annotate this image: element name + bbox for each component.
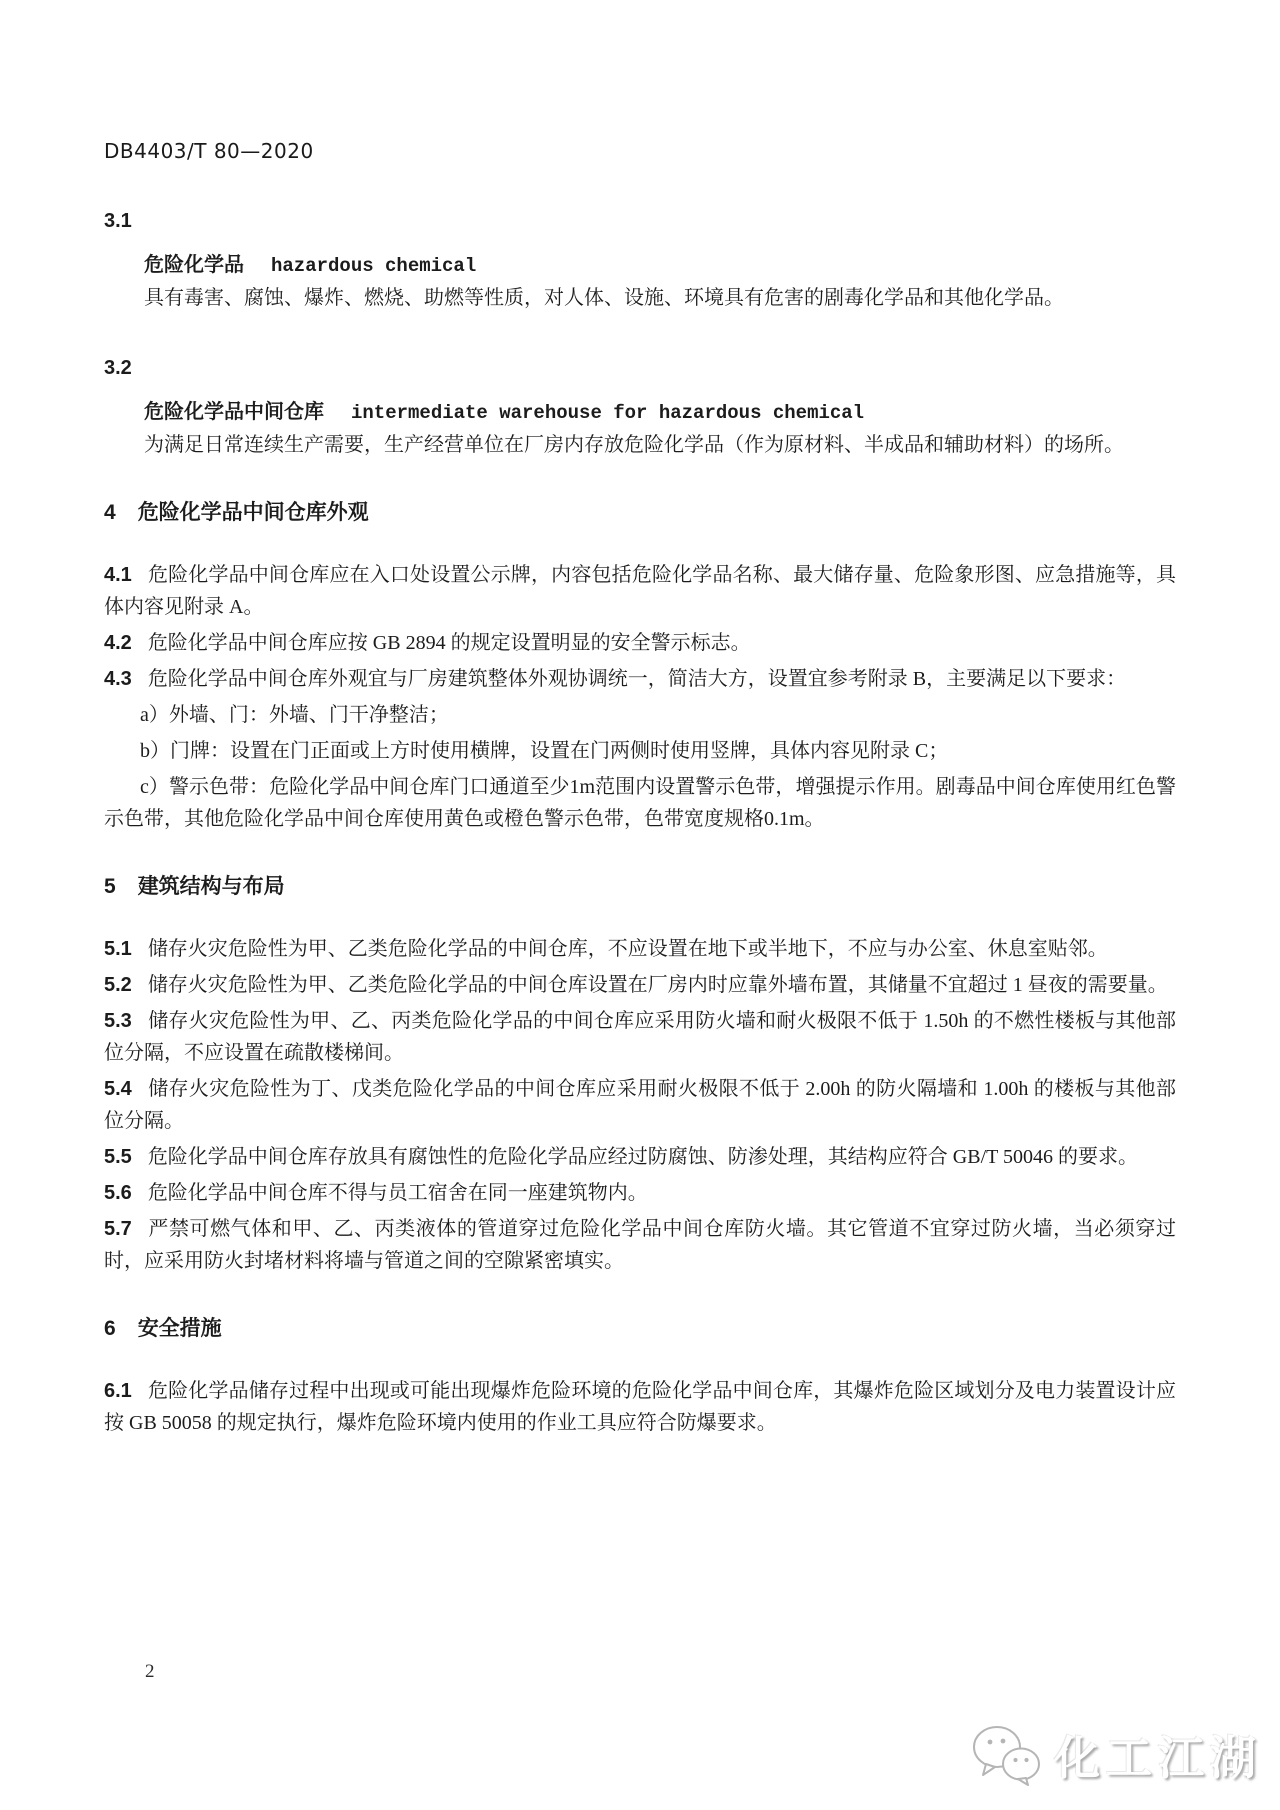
list-item-a: a）外墙、门：外墙、门干净整洁；: [140, 704, 449, 726]
list-item-c: c）警示色带：危险化学品中间仓库门口通道至少1m范围内设置警示色带，增强提示作用。剧毒品中间仓库使用红色警示色带，其他危险化学品中间仓库使用黄色或橙色警示色带，色带宽度规格0.1m。: [104, 776, 1176, 830]
clause-number: 5.7: [104, 1218, 132, 1240]
clause-number: 4.3: [104, 668, 132, 690]
clause-5-3: [104, 1005, 1176, 1069]
clause-text: 危险化学品储存过程中出现或可能出现爆炸危险环境的危险化学品中间仓库，其爆炸危险区域划分及电力装置设计应按 GB 50058 的规定执行，爆炸危险环境内使用的作业工具应符合防爆要求。: [104, 1380, 1176, 1434]
chapter-6-title: 安全措施: [137, 1317, 222, 1340]
clause-number: 6.1: [104, 1380, 132, 1402]
clause-5-7: [104, 1213, 1176, 1277]
clause-text: 储存火灾危险性为丁、戊类危险化学品的中间仓库应采用耐火极限不低于 2.00h 的防火隔墙和 1.00h 的楼板与其他部位分隔。: [104, 1078, 1176, 1132]
term-en-label: hazardous chemical: [271, 255, 477, 277]
clause-text: 储存火灾危险性为甲、乙类危险化学品的中间仓库，不应设置在地下或半地下，不应与办公室、休息室贴邻。: [147, 938, 1108, 960]
clause-text: 储存火灾危险性为甲、乙、丙类危险化学品的中间仓库应采用防火墙和耐火极限不低于 1.50h 的不燃性楼板与其他部位分隔，不应设置在疏散楼梯间。: [104, 1010, 1176, 1064]
clause-number: 5.1: [104, 938, 132, 960]
chapter-5-heading: [104, 871, 1176, 903]
clause-5-5: [104, 1141, 1176, 1173]
page-content: [104, 0, 1176, 1443]
clause-5-1: [104, 933, 1176, 965]
term-3-1-number: 3.1: [104, 210, 132, 232]
clause-5-6: [104, 1177, 1176, 1209]
clause-text: 严禁可燃气体和甲、乙、丙类液体的管道穿过危险化学品中间仓库防火墙。其它管道不宜穿过防火墙，当必须穿过时，应采用防火封堵材料将墙与管道之间的空隙紧密填实。: [104, 1218, 1176, 1272]
chapter-4-number: 4: [104, 501, 116, 524]
doc-code: DB4403/T 80—2020: [104, 139, 314, 163]
clause-text: 危险化学品中间仓库应在入口处设置公示牌，内容包括危险化学品名称、最大储存量、危险象形图、应急措施等，具体内容见附录 A。: [104, 564, 1176, 618]
clause-5-2: [104, 969, 1176, 1001]
clause-number: 5.3: [104, 1010, 132, 1032]
term-3-1-definition: 具有毒害、腐蚀、爆炸、燃烧、助燃等性质，对人体、设施、环境具有危害的剧毒化学品和其他化学品。: [144, 287, 1064, 309]
clause-text: 危险化学品中间仓库应按 GB 2894 的规定设置明显的安全警示标志。: [147, 632, 751, 654]
clause-5-4: [104, 1073, 1176, 1137]
term-3-2-number: 3.2: [104, 357, 132, 379]
clause-number: 5.5: [104, 1146, 132, 1168]
chapter-5-title: 建筑结构与布局: [137, 875, 285, 898]
clause-6-1: [104, 1375, 1176, 1439]
chapter-6-number: 6: [104, 1317, 116, 1340]
clause-text: 危险化学品中间仓库存放具有腐蚀性的危险化学品应经过防腐蚀、防渗处理，其结构应符合 GB/T 50046 的要求。: [147, 1146, 1139, 1168]
chapter-4-heading: [104, 497, 1176, 529]
term-en-label: intermediate warehouse for hazardous chemical: [351, 402, 865, 424]
term-zh-label: 危险化学品中间仓库: [144, 401, 324, 423]
watermark: [970, 1722, 1262, 1788]
clause-4-3: [104, 663, 1176, 695]
clause-text: 储存火灾危险性为甲、乙类危险化学品的中间仓库设置在厂房内时应靠外墙布置，其储量不宜超过 1 昼夜的需要量。: [147, 974, 1168, 996]
term-3-1-title: [104, 249, 1176, 282]
clause-number: 5.2: [104, 974, 132, 996]
clause-4-2: [104, 627, 1176, 659]
watermark-label: 化工江湖: [1054, 1732, 1262, 1784]
clause-number: 5.4: [104, 1078, 132, 1100]
wechat-icon: [970, 1722, 1044, 1788]
chapter-4-title: 危险化学品中间仓库外观: [137, 501, 369, 524]
chapter-5-number: 5: [104, 875, 116, 898]
clause-text: 危险化学品中间仓库外观宜与厂房建筑整体外观协调统一，简洁大方，设置宜参考附录 B，主要满足以下要求：: [147, 668, 1127, 690]
clause-4-1: [104, 559, 1176, 623]
term-3-2-definition: 为满足日常连续生产需要，生产经营单位在厂房内存放危险化学品（作为原材料、半成品和辅助材料）的场所。: [144, 434, 1124, 456]
clause-text: 危险化学品中间仓库不得与员工宿舍在同一座建筑物内。: [147, 1182, 648, 1204]
chapter-6-heading: [104, 1313, 1176, 1345]
clause-number: 5.6: [104, 1182, 132, 1204]
page-number: 2: [145, 1661, 155, 1682]
clause-number: 4.1: [104, 564, 132, 586]
term-3-2-title: [104, 396, 1176, 429]
list-item-b: b）门牌：设置在门正面或上方时使用横牌，设置在门两侧时使用竖牌，具体内容见附录 C；: [140, 740, 949, 762]
term-zh-label: 危险化学品: [144, 254, 244, 276]
clause-number: 4.2: [104, 632, 132, 654]
